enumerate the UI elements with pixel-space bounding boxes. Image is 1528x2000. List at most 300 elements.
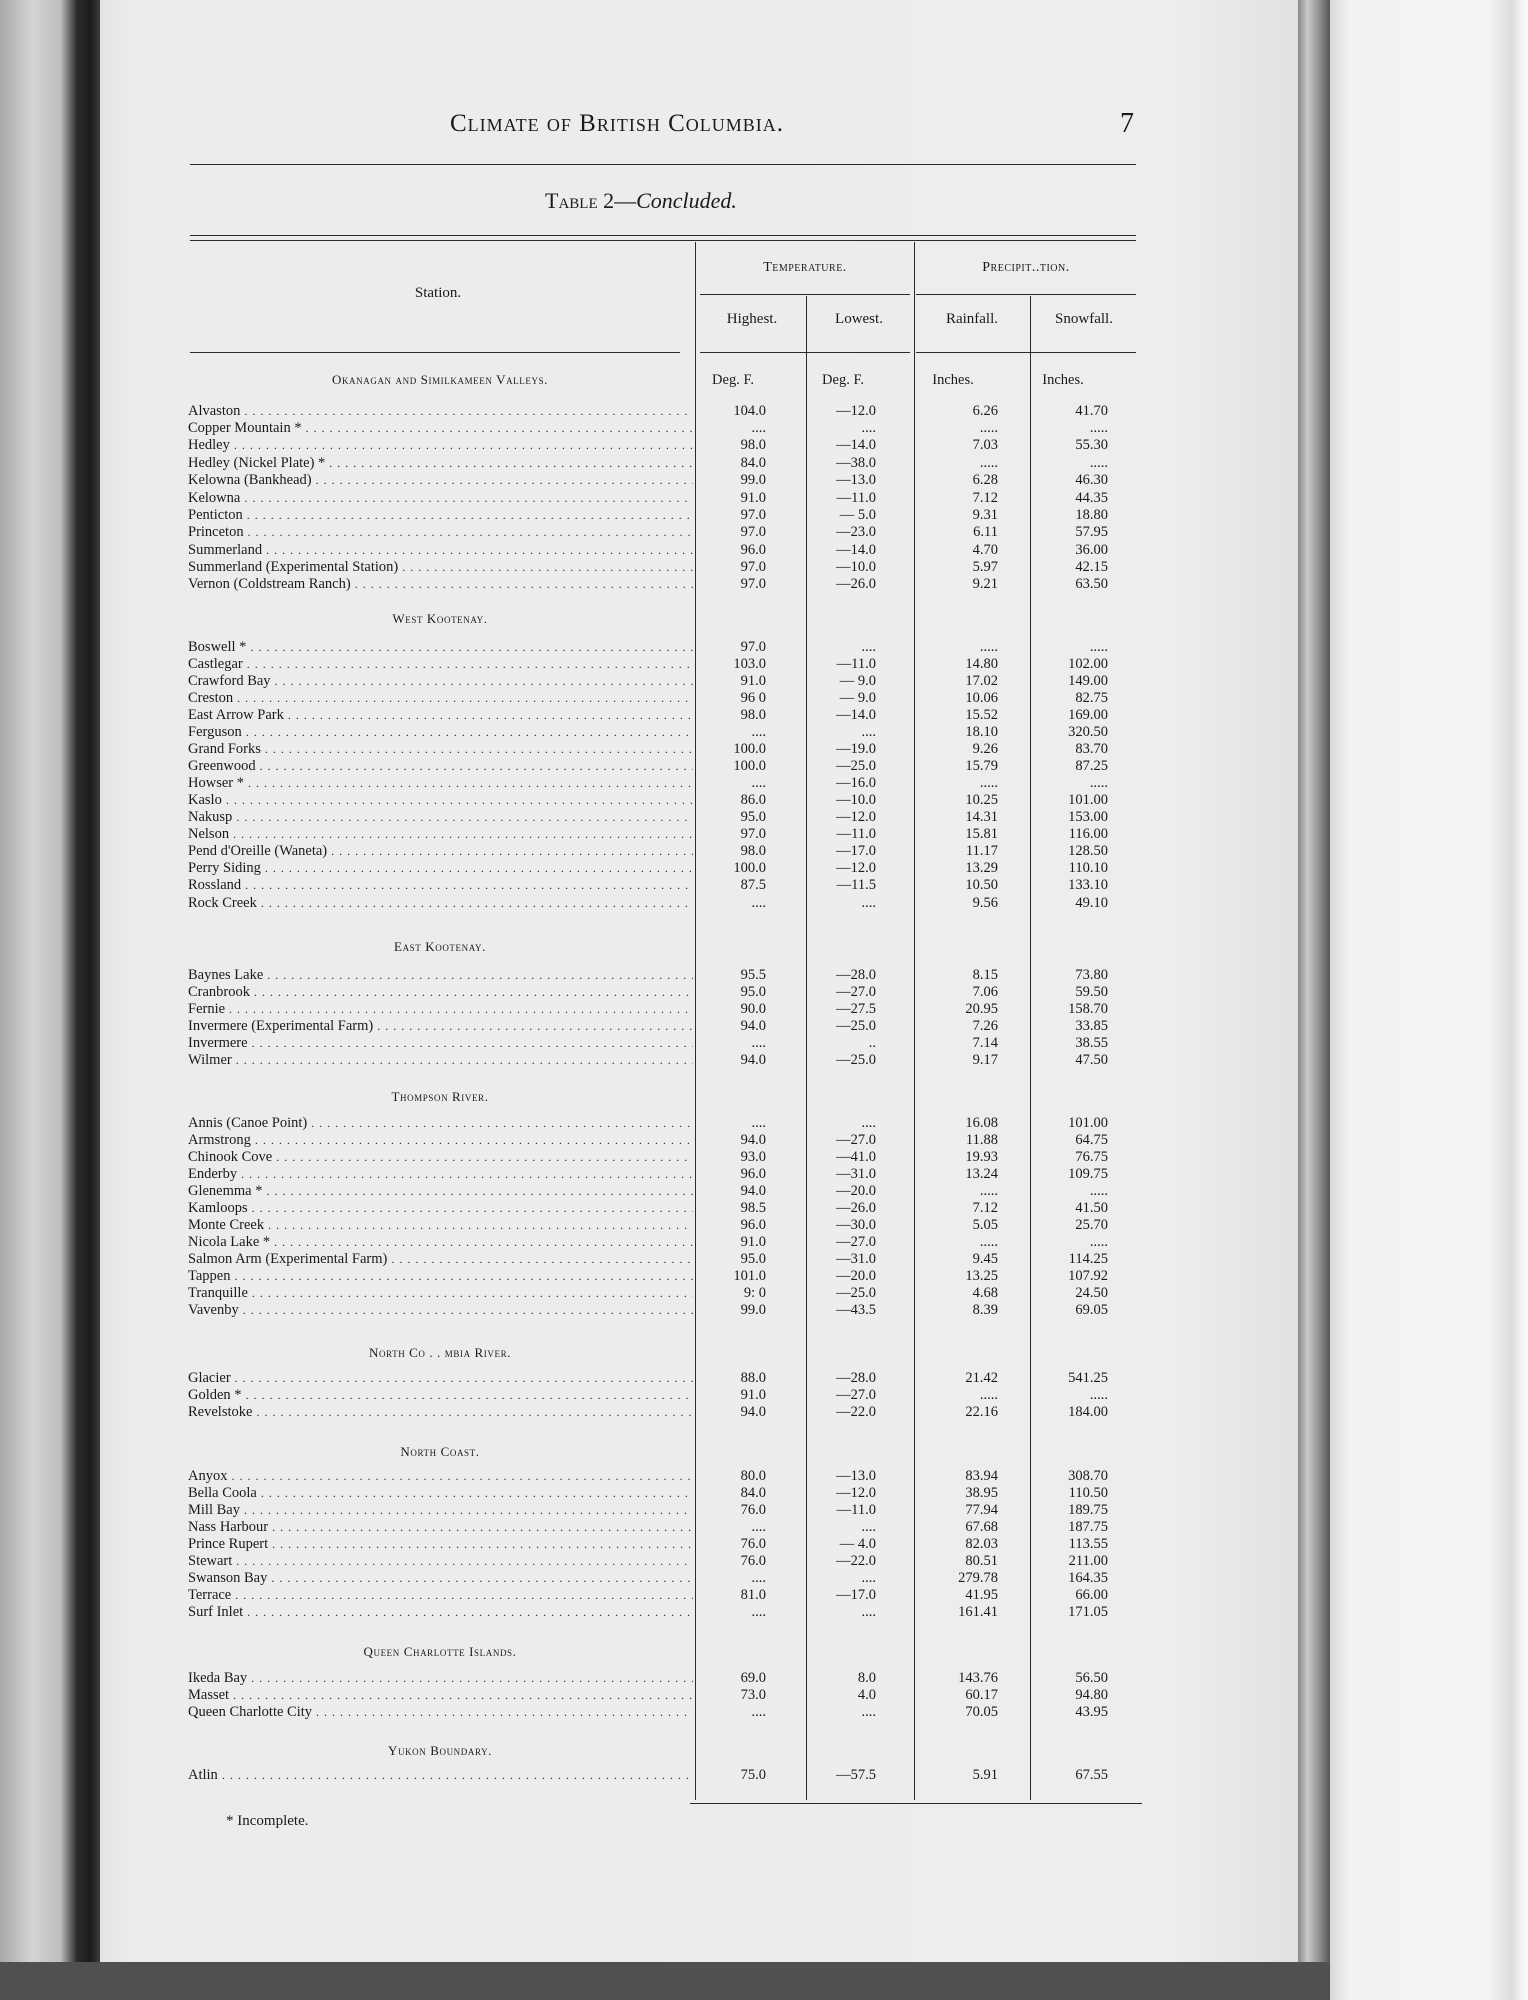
station-name: Vavenby . . . (188, 1302, 693, 1319)
table-row (188, 775, 1132, 792)
rainfall-value: 7.12 (972, 1200, 998, 1216)
station-name: East Arrow Park . . . (188, 707, 693, 724)
snowfall-value: 102.00 (1068, 656, 1108, 672)
highest-temp: 96.0 (740, 1166, 766, 1182)
rainfall-value: 13.24 (965, 1166, 998, 1182)
highest-temp: 86.0 (740, 792, 766, 808)
highest-temp: 95.0 (740, 984, 766, 1000)
lowest-temp: —25.0 (836, 1052, 876, 1068)
snowfall-value: ..... (1089, 1234, 1108, 1250)
highest-temp: 76.0 (740, 1536, 766, 1552)
temperature-underline (700, 294, 910, 295)
table-row (188, 403, 1132, 420)
station-name: Alvaston . . . (188, 403, 693, 420)
lowest-temp: —14.0 (836, 707, 876, 723)
station-name: Golden * . . . (188, 1387, 693, 1404)
station-name: Tranquille . . . (188, 1285, 693, 1302)
snowfall-value: 63.50 (1075, 576, 1108, 592)
rainfall-value: 38.95 (965, 1485, 998, 1501)
section-heading: North Co . . mbia River. (368, 1345, 512, 1360)
table-row (188, 1149, 1132, 1166)
table-row (188, 1302, 1132, 1319)
snowfall-value: 36.00 (1075, 542, 1108, 558)
rainfall-value: 7.26 (972, 1018, 998, 1034)
lowest-temp: 4.0 (857, 1687, 876, 1703)
station-name: Castlegar . . . (188, 656, 693, 673)
station-name: Monte Creek . . . (188, 1217, 693, 1234)
snowfall-value: 44.35 (1075, 490, 1108, 506)
section-heading: Okanagan and Similkameen Valleys. (331, 372, 549, 387)
station-name: Pend d'Oreille (Waneta) . . . (188, 843, 693, 860)
unit-snowfall: Inches. (1042, 372, 1084, 388)
rainfall-value: 8.15 (972, 967, 998, 983)
header-bottom-rule-temperature (700, 352, 910, 353)
highest-temp: 84.0 (740, 1485, 766, 1501)
snowfall-value: 38.55 (1075, 1035, 1108, 1051)
rainfall-value: 18.10 (965, 724, 998, 740)
station-name: Queen Charlotte City . . . (188, 1704, 693, 1721)
station-name: Ferguson . . . (188, 724, 693, 741)
station-name: Anyox . . . (188, 1468, 693, 1485)
lowest-temp: —12.0 (836, 809, 876, 825)
table-row (188, 507, 1132, 524)
table-row (188, 792, 1132, 809)
highest-temp: 100.0 (733, 860, 766, 876)
highest-temp: 101.0 (733, 1268, 766, 1284)
facing-page (1330, 0, 1528, 2000)
station-name: Nicola Lake * . . . (188, 1234, 693, 1251)
highest-temp: .... (751, 724, 766, 740)
table-row (188, 1183, 1132, 1200)
lowest-temp: —25.0 (836, 758, 876, 774)
table-row (188, 1132, 1132, 1149)
table-row (188, 1268, 1132, 1285)
snowfall-value: 76.75 (1075, 1149, 1108, 1165)
lowest-temp: —19.0 (836, 741, 876, 757)
section-heading: East Kootenay. (394, 939, 486, 954)
rainfall-value: 13.25 (965, 1268, 998, 1284)
table-row (188, 1519, 1132, 1536)
highest-temp: 97.0 (740, 576, 766, 592)
station-name: Annis (Canoe Point) . . . (188, 1115, 693, 1132)
lowest-temp: —57.5 (836, 1767, 876, 1783)
rainfall-value: 9.21 (972, 576, 998, 592)
snowfall-value: 47.50 (1075, 1052, 1108, 1068)
table-row (188, 984, 1132, 1001)
snowfall-value: 116.00 (1068, 826, 1108, 842)
table-row (188, 656, 1132, 673)
highest-temp: 95.5 (740, 967, 766, 983)
table-row (188, 1553, 1132, 1570)
lowest-temp: —12.0 (836, 403, 876, 419)
rainfall-value: 7.12 (972, 490, 998, 506)
station-name: Glacier . . . (188, 1370, 693, 1387)
highest-temp: 91.0 (740, 673, 766, 689)
highest-temp: 75.0 (740, 1767, 766, 1783)
highest-temp: 76.0 (740, 1553, 766, 1569)
lowest-temp: —30.0 (836, 1217, 876, 1233)
highest-temp: 104.0 (733, 403, 766, 419)
footnote: * Incomplete. (226, 1813, 309, 1829)
station-name: Stewart . . . (188, 1553, 693, 1570)
station-name: Kamloops . . . (188, 1200, 693, 1217)
lowest-temp: .. (868, 1035, 876, 1051)
rainfall-value: 21.42 (965, 1370, 998, 1386)
snowfall-value: 42.15 (1075, 559, 1108, 575)
lowest-temp: —22.0 (836, 1404, 876, 1420)
snowfall-value: 110.10 (1068, 860, 1108, 876)
lowest-temp: —43.5 (836, 1302, 876, 1318)
highest-temp: 94.0 (740, 1052, 766, 1068)
rainfall-value: 9.17 (972, 1052, 998, 1068)
table-row (188, 758, 1132, 775)
highest-temp: 9: 0 (743, 1285, 766, 1301)
station-name: Chinook Cove . . . (188, 1149, 693, 1166)
table-row (188, 1217, 1132, 1234)
table-title: Table 2—Concluded. (545, 188, 737, 213)
rainfall-value: 14.31 (965, 809, 998, 825)
rainfall-value: 10.06 (965, 690, 998, 706)
rainfall-value: 9.45 (972, 1251, 998, 1267)
header-precipitation: Precipit..tion. (982, 260, 1070, 275)
rainfall-value: 15.79 (965, 758, 998, 774)
page-edge (1298, 0, 1330, 1962)
station-name: Penticton . . . (188, 507, 693, 524)
highest-temp: 76.0 (740, 1502, 766, 1518)
rainfall-value: 14.80 (965, 656, 998, 672)
table-row (188, 877, 1132, 894)
rainfall-value: 9.56 (972, 895, 998, 911)
lowest-temp: —11.0 (836, 1502, 876, 1518)
snowfall-value: ..... (1089, 639, 1108, 655)
table-row (188, 673, 1132, 690)
table-row (188, 1285, 1132, 1302)
snowfall-value: 43.95 (1075, 1704, 1108, 1720)
lowest-temp: —11.0 (836, 826, 876, 842)
station-name: Swanson Bay . . . (188, 1570, 693, 1587)
highest-temp: .... (751, 1115, 766, 1131)
snowfall-value: 73.80 (1075, 967, 1108, 983)
lowest-temp: —22.0 (836, 1553, 876, 1569)
snowfall-value: 110.50 (1068, 1485, 1108, 1501)
lowest-temp: —27.5 (836, 1001, 876, 1017)
lowest-temp: —27.0 (836, 984, 876, 1000)
lowest-temp: —11.0 (836, 656, 876, 672)
snowfall-value: 25.70 (1075, 1217, 1108, 1233)
lowest-temp: 8.0 (857, 1670, 876, 1686)
lowest-temp: —27.0 (836, 1234, 876, 1250)
lowest-temp: —31.0 (836, 1251, 876, 1267)
table-row (188, 690, 1132, 707)
station-name: Invermere (Experimental Farm) . . . (188, 1018, 693, 1035)
running-head: Climate of British Columbia. (450, 110, 785, 137)
lowest-temp: .... (861, 1519, 876, 1535)
station-name: Hedley . . . (188, 437, 693, 454)
rainfall-value: 5.91 (972, 1767, 998, 1783)
rainfall-value: 161.41 (958, 1604, 998, 1620)
snowfall-value: 171.05 (1068, 1604, 1108, 1620)
highest-temp: 95.0 (740, 1251, 766, 1267)
lowest-temp: —12.0 (836, 860, 876, 876)
table-row (188, 967, 1132, 984)
table-row (188, 707, 1132, 724)
station-name: Perry Siding . . . (188, 860, 693, 877)
lowest-temp: —28.0 (836, 967, 876, 983)
lowest-temp: —26.0 (836, 576, 876, 592)
lowest-temp: .... (861, 1115, 876, 1131)
highest-temp: 98.0 (740, 437, 766, 453)
station-name: Wilmer . . . (188, 1052, 693, 1069)
highest-temp: 69.0 (740, 1670, 766, 1686)
station-name: Atlin . . . (188, 1767, 693, 1784)
highest-temp: 84.0 (740, 455, 766, 471)
station-name: Nakusp . . . (188, 809, 693, 826)
snowfall-value: 109.75 (1068, 1166, 1108, 1182)
lowest-temp: —20.0 (836, 1183, 876, 1199)
station-name: Rock Creek . . . (188, 895, 693, 912)
highest-temp: 97.0 (740, 524, 766, 540)
snowfall-value: 133.10 (1068, 877, 1108, 893)
table-title-suffix: Concluded. (636, 188, 737, 213)
highest-temp: 73.0 (740, 1687, 766, 1703)
table-top-rule-1 (190, 235, 1136, 236)
highest-temp: 99.0 (740, 472, 766, 488)
lowest-temp: —13.0 (836, 1468, 876, 1484)
highest-temp: .... (751, 1704, 766, 1720)
snowfall-value: 169.00 (1068, 707, 1108, 723)
lowest-temp: .... (861, 724, 876, 740)
table-row (188, 1604, 1132, 1621)
lowest-temp: —25.0 (836, 1018, 876, 1034)
snowfall-value: 189.75 (1068, 1502, 1108, 1518)
snowfall-value: 153.00 (1068, 809, 1108, 825)
station-name: Boswell * . . . (188, 639, 693, 656)
lowest-temp: —25.0 (836, 1285, 876, 1301)
header-highest: Highest. (726, 311, 778, 327)
station-name: Greenwood . . . (188, 758, 693, 775)
station-name: Summerland . . . (188, 542, 693, 559)
rainfall-value: 19.93 (965, 1149, 998, 1165)
table-row (188, 1404, 1132, 1421)
header-lowest: Lowest. (835, 311, 883, 327)
unit-highest: Deg. F. (712, 372, 754, 388)
lowest-temp: —26.0 (836, 1200, 876, 1216)
rainfall-value: 41.95 (965, 1587, 998, 1603)
snowfall-value: 57.95 (1075, 524, 1108, 540)
table-row (188, 1115, 1132, 1132)
station-name: Ikeda Bay . . . (188, 1670, 693, 1687)
lowest-temp: —31.0 (836, 1166, 876, 1182)
rainfall-value: 7.03 (972, 437, 998, 453)
table-row (188, 724, 1132, 741)
rainfall-value: 15.52 (965, 707, 998, 723)
rainfall-value: 9.26 (972, 741, 998, 757)
table-row (188, 437, 1132, 454)
table-row (188, 1234, 1132, 1251)
rainfall-value: 4.70 (972, 542, 998, 558)
snowfall-value: 158.70 (1068, 1001, 1108, 1017)
snowfall-value: 114.25 (1068, 1251, 1108, 1267)
rainfall-value: 67.68 (965, 1519, 998, 1535)
table-row (188, 1001, 1132, 1018)
rainfall-value: 5.05 (972, 1217, 998, 1233)
highest-temp: 91.0 (740, 490, 766, 506)
rainfall-value: 11.88 (965, 1132, 998, 1148)
station-name: Kelowna (Bankhead) . . . (188, 472, 693, 489)
lowest-temp: —17.0 (836, 1587, 876, 1603)
snowfall-value: ..... (1089, 775, 1108, 791)
snowfall-value: 33.85 (1075, 1018, 1108, 1034)
station-name: Salmon Arm (Experimental Farm) . . . (188, 1251, 693, 1268)
station-name: Princeton . . . (188, 524, 693, 541)
station-name: Baynes Lake . . . (188, 967, 693, 984)
rainfall-value: 10.25 (965, 792, 998, 808)
snowfall-value: 82.75 (1075, 690, 1108, 706)
station-name: Glenemma * . . . (188, 1183, 693, 1200)
highest-temp: .... (751, 775, 766, 791)
table-row (188, 1387, 1132, 1404)
station-name: Kelowna . . . (188, 490, 693, 507)
table-top-rule-2 (190, 240, 1136, 241)
station-name: Cranbrook . . . (188, 984, 693, 1001)
rainfall-value: 11.17 (965, 843, 998, 859)
lowest-temp: .... (861, 1604, 876, 1620)
highest-temp: 95.0 (740, 809, 766, 825)
highest-temp: 98.0 (740, 843, 766, 859)
lowest-temp: —13.0 (836, 472, 876, 488)
lowest-temp: —28.0 (836, 1370, 876, 1386)
rainfall-value: 13.29 (965, 860, 998, 876)
rainfall-value: 77.94 (965, 1502, 998, 1518)
snowfall-value: 149.00 (1068, 673, 1108, 689)
rainfall-value: 9.31 (972, 507, 998, 523)
rainfall-value: 279.78 (958, 1570, 998, 1586)
lowest-temp: —27.0 (836, 1132, 876, 1148)
highest-temp: 81.0 (740, 1587, 766, 1603)
header-bottom-rule-precipitation (916, 352, 1136, 353)
rainfall-value: 22.16 (965, 1404, 998, 1420)
section-heading: Queen Charlotte Islands. (363, 1644, 517, 1659)
station-name: Summerland (Experimental Station) . . . (188, 559, 693, 576)
highest-temp: 96.0 (740, 1217, 766, 1233)
rainfall-value: 82.03 (965, 1536, 998, 1552)
snowfall-value: 113.55 (1068, 1536, 1108, 1552)
section-heading: Yukon Boundary. (387, 1743, 493, 1758)
rainfall-value: 6.11 (973, 524, 998, 540)
lowest-temp: —41.0 (836, 1149, 876, 1165)
highest-temp: .... (751, 1604, 766, 1620)
table-row (188, 1587, 1132, 1604)
station-name: Terrace . . . (188, 1587, 693, 1604)
lowest-temp: —12.0 (836, 1485, 876, 1501)
rainfall-value: 80.51 (965, 1553, 998, 1569)
lowest-temp: .... (861, 1570, 876, 1586)
lowest-temp: —16.0 (836, 775, 876, 791)
table-row (188, 1468, 1132, 1485)
station-name: Crawford Bay . . . (188, 673, 693, 690)
header-temperature: Temperature. (763, 260, 847, 275)
lowest-temp: —38.0 (836, 455, 876, 471)
header-rainfall: Rainfall. (945, 311, 999, 327)
header-snowfall: Snowfall. (1055, 311, 1113, 327)
highest-temp: 103.0 (733, 656, 766, 672)
station-name: Armstrong . . . (188, 1132, 693, 1149)
precipitation-underline (916, 294, 1136, 295)
table-row (188, 1704, 1132, 1721)
highest-temp: 90.0 (740, 1001, 766, 1017)
table-row (188, 420, 1132, 437)
section-heading: West Kootenay. (392, 611, 488, 626)
snowfall-value: 187.75 (1068, 1519, 1108, 1535)
snowfall-value: 164.35 (1068, 1570, 1108, 1586)
highest-temp: .... (751, 895, 766, 911)
table-row (188, 1018, 1132, 1035)
rainfall-value: 70.05 (965, 1704, 998, 1720)
table-row (188, 1670, 1132, 1687)
snowfall-value: 69.05 (1075, 1302, 1108, 1318)
rainfall-value: 8.39 (972, 1302, 998, 1318)
table-row (188, 1536, 1132, 1553)
station-name: Vernon (Coldstream Ranch) . . . (188, 576, 693, 593)
section-heading: North Coast. (400, 1444, 480, 1459)
lowest-temp: — 5.0 (839, 507, 876, 523)
station-name: Surf Inlet . . . (188, 1604, 693, 1621)
station-name: Masset . . . (188, 1687, 693, 1704)
snowfall-value: 66.00 (1075, 1587, 1108, 1603)
lowest-temp: .... (861, 895, 876, 911)
highest-temp: 91.0 (740, 1234, 766, 1250)
table-row (188, 639, 1132, 656)
highest-temp: 94.0 (740, 1404, 766, 1420)
rainfall-value: ..... (979, 775, 998, 791)
station-name: Hedley (Nickel Plate) * . . . (188, 455, 693, 472)
snowfall-value: 184.00 (1068, 1404, 1108, 1420)
station-name: Revelstoke . . . (188, 1404, 693, 1421)
section-heading: Thompson River. (391, 1089, 489, 1104)
table-row (188, 1767, 1132, 1784)
rainfall-value: 6.28 (972, 472, 998, 488)
table-row (188, 1035, 1132, 1052)
table-row (188, 524, 1132, 541)
highest-temp: 94.0 (740, 1018, 766, 1034)
snowfall-value: 87.25 (1075, 758, 1108, 774)
snowfall-value: 67.55 (1075, 1767, 1108, 1783)
snowfall-value: 55.30 (1075, 437, 1108, 453)
rainfall-value: 143.76 (958, 1670, 998, 1686)
station-name: Rossland . . . (188, 877, 693, 894)
snowfall-value: 41.50 (1075, 1200, 1108, 1216)
snowfall-value: 101.00 (1068, 792, 1108, 808)
lowest-temp: —20.0 (836, 1268, 876, 1284)
station-name: Mill Bay . . . (188, 1502, 693, 1519)
table-row (188, 455, 1132, 472)
lowest-temp: —23.0 (836, 524, 876, 540)
highest-temp: 96 0 (740, 690, 766, 706)
highest-temp: 80.0 (740, 1468, 766, 1484)
table-row (188, 1485, 1132, 1502)
rainfall-value: 7.06 (972, 984, 998, 1000)
header-station: Station. (414, 285, 462, 301)
rainfall-value: ..... (979, 1234, 998, 1250)
highest-temp: 87.5 (740, 877, 766, 893)
highest-temp: 97.0 (740, 826, 766, 842)
scan-border (0, 1962, 1330, 2000)
highest-temp: 97.0 (740, 559, 766, 575)
highest-temp: 93.0 (740, 1149, 766, 1165)
station-name: Invermere . . . (188, 1035, 693, 1052)
highest-temp: 97.0 (740, 639, 766, 655)
rainfall-value: 16.08 (965, 1115, 998, 1131)
